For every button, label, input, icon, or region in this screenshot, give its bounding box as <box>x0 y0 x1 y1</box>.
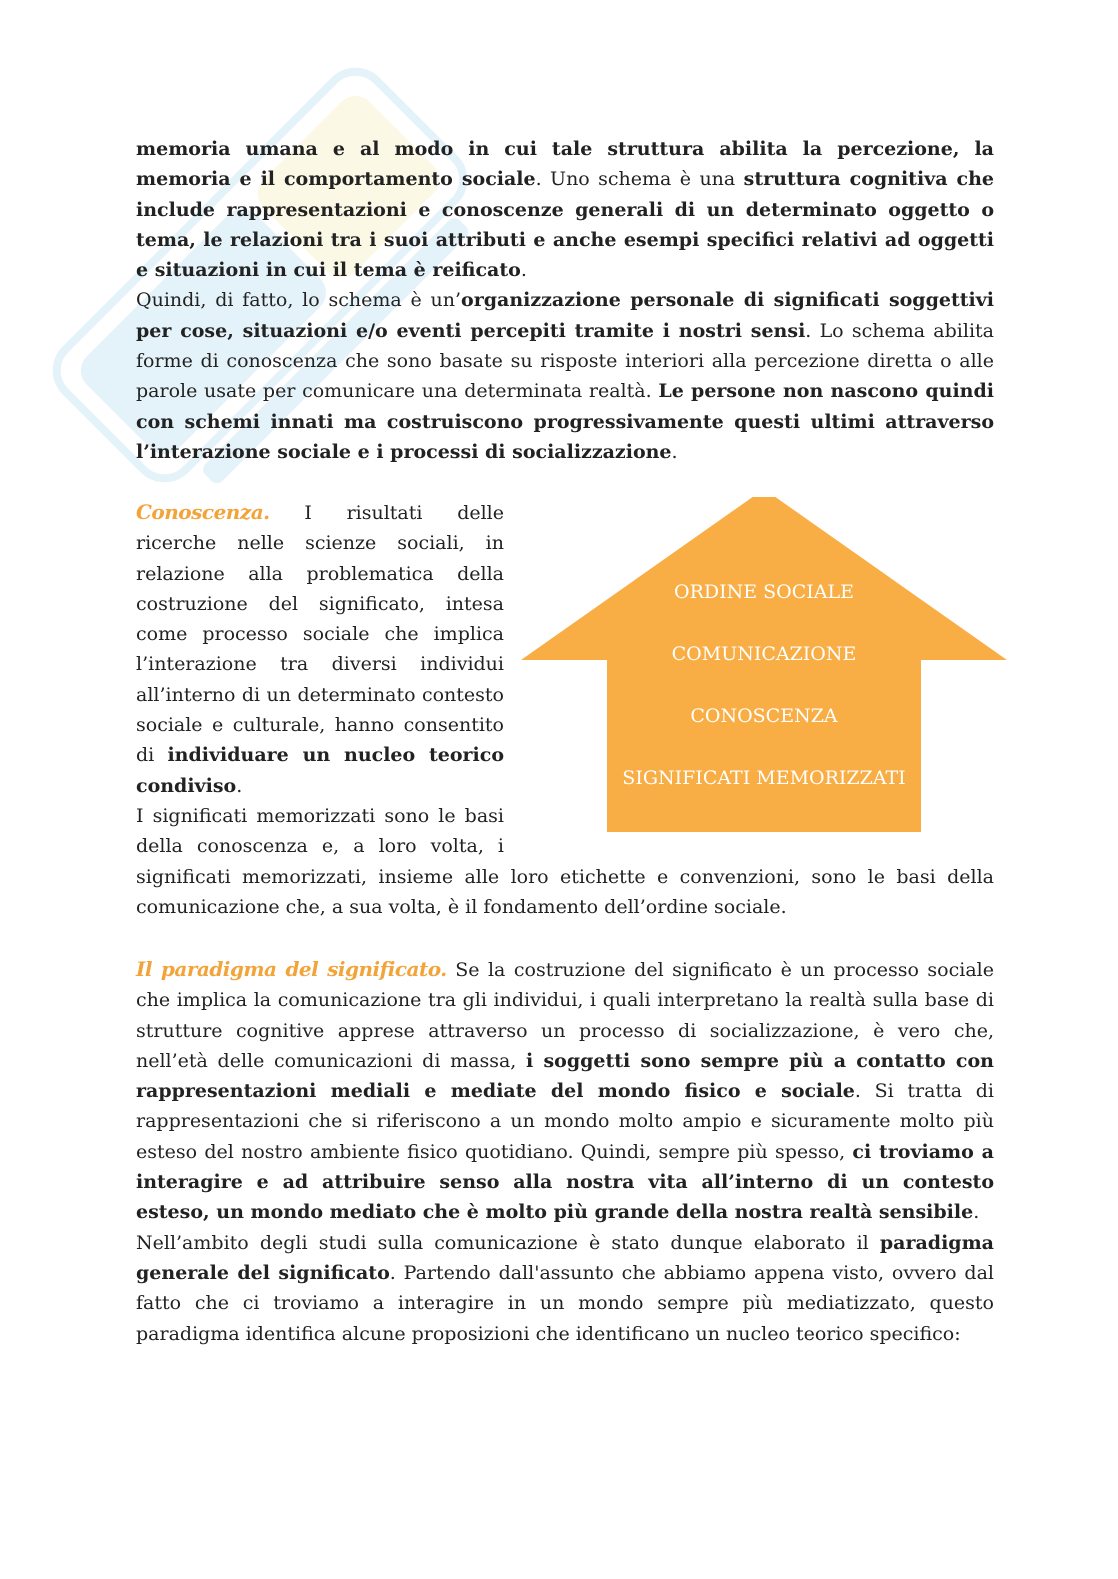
diagram-level-ordine-sociale: ORDINE SOCIALE <box>674 581 854 603</box>
diagram-level-significati-memorizzati: SIGNIFICATI MEMORIZZATI <box>622 767 906 789</box>
arrow-diagram <box>514 497 1014 847</box>
paragraph-conoscenza: Conoscenza. I risultati delle ricerche nelle scienze sociali, in relazione alla problematica della costruzione del significato, intesa come processo sociale che implica l’interazione tra diversi individui all’interno di un determinato contesto sociale e culturale, hanno consentito di individuare un nucleo teorico condiviso. <box>136 500 504 797</box>
heading-conoscenza: Conoscenza. <box>136 500 270 524</box>
section-conoscenza <box>136 497 994 922</box>
paragraph-paradigma-generale: Nell’ambito degli studi sulla comunicazione è stato dunque elaborato il paradigma generale del significato. Partendo dall'assunto che abbiamo appena visto, ovvero dal fatto che ci troviamo a interagire in un mondo sempre più mediatizzato, questo paradigma identifica alcune proposizioni che identificano un nucleo teorico specifico: <box>136 1231 994 1345</box>
section-paradigma <box>136 954 994 1349</box>
diagram-level-comunicazione: COMUNICAZIONE <box>671 643 857 665</box>
paragraph-schema-organization: Quindi, di fatto, lo schema è un’organizzazione personale di significati soggettivi per cose, situazioni e/o eventi percepiti tramite i nostri sensi. Lo schema abilita forme di conoscenza che sono basate su risposte interiori alla percezione diretta o alle parole usate per comunicare una determinata realtà. Le persone non nascono quindi con schemi innati ma costruiscono progressivamente questi ultimi attraverso l’interazione sociale e i processi di socializzazione. <box>136 289 994 463</box>
intro-text <box>136 134 994 467</box>
arrow-shape <box>514 497 1014 847</box>
paragraph-paradigma: Il paradigma del significato. Se la costruzione del significato è un processo sociale che implica la comunicazione tra gli individui, i quali interpretano la realtà sulla base di strutture cognitive apprese attraverso un processo di socializzazione, è vero che, nell’età delle comunicazioni di massa, i soggetti sono sempre più a contatto con rappresentazioni mediali e mediate del mondo fisico e sociale. Si tratta di rappresentazioni che si riferiscono a un mondo molto ampio e sicuramente molto più esteso del nostro ambiente fisico quotidiano. Quindi, sempre più spesso, ci troviamo a interagire e ad attribuire senso alla nostra vita all’interno di un contesto esteso, un mondo mediato che è molto più grande della nostra realtà sensibile. <box>136 957 994 1224</box>
paragraph-significati: I significati memorizzati sono le basi della conoscenza e, a loro volta, i significati memorizzati, insieme alle loro etichette e convenzioni, sono le basi della comunicazione che, a sua volta, è il fondamento dell’ordine sociale. <box>136 804 994 918</box>
paragraph-schema-definition: memoria umana e al modo in cui tale struttura abilita la percezione, la memoria e il comportamento sociale. Uno schema è una struttura cognitiva che include rappresentazioni e conoscenze generali di un determinato oggetto o tema, le relazioni tra i suoi attributi e anche esempi specifici relativi ad oggetti e situazioni in cui il tema è reificato. <box>136 138 994 282</box>
diagram-level-conoscenza: CONOSCENZA <box>690 705 838 727</box>
heading-paradigma: Il paradigma del significato. <box>136 957 447 981</box>
